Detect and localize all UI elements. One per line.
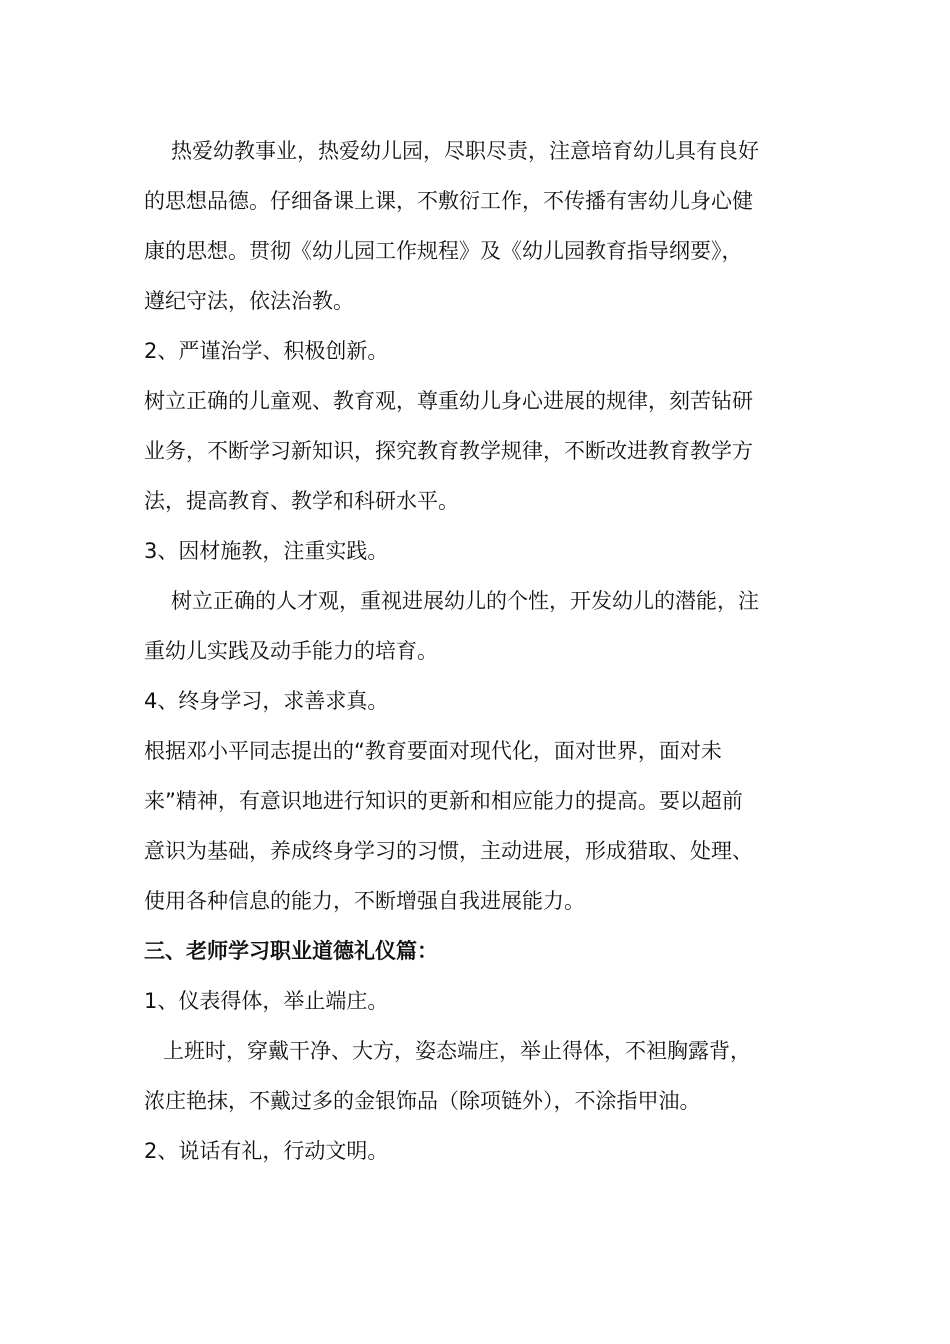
paragraph-line: 使用各种信息的能力，不断增强自我进展能力。 <box>144 889 585 913</box>
paragraph-line: 遵纪守法，依法治教。 <box>144 289 354 313</box>
paragraph-line: 意识为基础，养成终身学习的习惯，主动进展，形成猎取、处理、 <box>144 839 753 863</box>
chapter-heading: 三、老师学习职业道德礼仪篇： <box>144 939 438 963</box>
paragraph-line: 根据邓小平同志提出的“教育要面对现代化，面对世界，面对未 <box>144 739 722 763</box>
section-heading: 3、因材施教，注重实践。 <box>144 539 389 563</box>
document-body <box>144 126 804 1176</box>
section-heading: 2、说话有礼，行动文明。 <box>144 1139 389 1163</box>
paragraph-line: 热爱幼教事业，热爱幼儿园，尽职尽责，注意培育幼儿具有良好 <box>171 139 759 163</box>
paragraph-line: 业务，不断学习新知识，探究教育教学规律，不断改进教育教学方 <box>144 439 753 463</box>
paragraph-line: 重幼儿实践及动手能力的培育。 <box>144 639 438 663</box>
section-heading: 2、严谨治学、积极创新。 <box>144 339 389 363</box>
paragraph-line: 树立正确的人才观，重视进展幼儿的个性，开发幼儿的潜能，注 <box>171 589 759 613</box>
paragraph-line: 上班时，穿戴干净、大方，姿态端庄，举止得体，不袒胸露背， <box>163 1039 751 1063</box>
paragraph-line: 浓庄艳抹，不戴过多的金银饰品（除项链外），不涂指甲油。 <box>144 1089 701 1113</box>
paragraph-line: 的思想品德。仔细备课上课，不敷衍工作，不传播有害幼儿身心健 <box>144 189 753 213</box>
section-heading: 4、终身学习，求善求真。 <box>144 689 389 713</box>
paragraph-line: 树立正确的儿童观、教育观，尊重幼儿身心进展的规律，刻苦钻研 <box>144 389 753 413</box>
section-heading: 1、仪表得体，举止端庄。 <box>144 989 389 1013</box>
paragraph-line: 康的思想。贯彻《幼儿园工作规程》及《幼儿园教育指导纲要》， <box>144 239 743 263</box>
paragraph-line: 来”精神，有意识地进行知识的更新和相应能力的提高。要以超前 <box>144 789 743 813</box>
paragraph-line: 法，提高教育、教学和科研水平。 <box>144 489 459 513</box>
